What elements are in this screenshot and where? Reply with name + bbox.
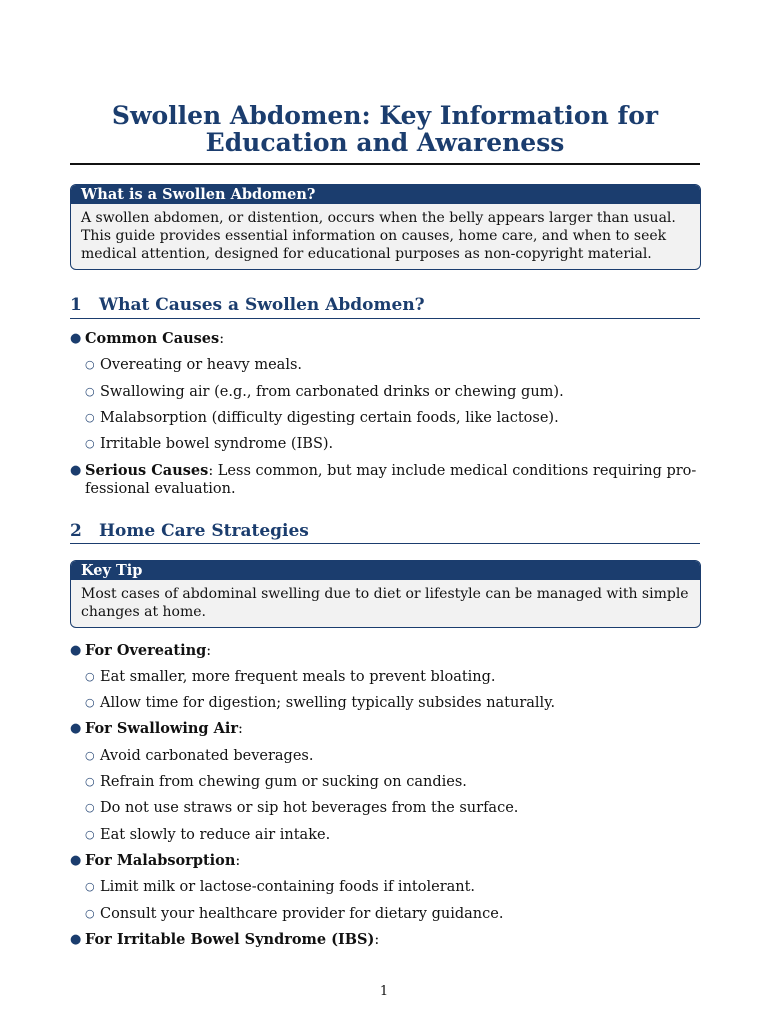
list-item-text: Overeating or heavy meals. <box>100 357 303 373</box>
item-text: fessional evaluation. <box>85 481 236 497</box>
item-colon: : <box>374 932 380 948</box>
list-item <box>85 878 700 896</box>
list-item-text: Irritable bowel syndrome (IBS). <box>100 436 334 452</box>
list-item <box>85 694 700 712</box>
list-item <box>85 409 700 427</box>
item-label: Serious Causes <box>85 462 209 479</box>
circle-bullet-icon: ○ <box>85 437 95 450</box>
list-item <box>85 668 700 686</box>
list-item-overeating <box>70 642 700 660</box>
item-colon: : <box>238 721 243 737</box>
list-item-malabsorption <box>70 852 700 870</box>
bullet-icon: ● <box>70 643 82 658</box>
list-item-text: Do not use straws or sip hot beverages from the surface. <box>100 800 519 816</box>
circle-bullet-icon: ○ <box>85 828 95 841</box>
item-text: : Less common, but may include medical conditions requiring pro- <box>208 463 697 479</box>
intro-box <box>70 184 701 270</box>
list-item-text: Limit milk or lactose-containing foods if intolerant. <box>100 879 476 895</box>
bullet-icon: ● <box>70 331 82 346</box>
key-tip-box <box>70 560 701 628</box>
item-colon: : <box>235 853 241 869</box>
key-tip-heading: Key Tip <box>71 561 700 580</box>
intro-box-heading: What is a Swollen Abdomen? <box>71 185 700 204</box>
list-item-text: Eat smaller, more frequent meals to prevent bloating. <box>100 669 496 685</box>
list-item <box>85 826 700 844</box>
section-2-title: Home Care Strategies <box>99 521 309 541</box>
item-label: For Swallowing Air <box>85 720 239 737</box>
list-item-text: Allow time for digestion; swelling typically subsides naturally. <box>100 695 556 711</box>
list-item-text: Malabsorption (difficulty digesting certain foods, like lactose). <box>100 410 559 426</box>
list-item-text: Avoid carbonated beverages. <box>100 748 314 764</box>
section-1-heading <box>70 295 700 315</box>
circle-bullet-icon: ○ <box>85 880 95 893</box>
section-2-heading <box>70 521 700 541</box>
item-label: For Overeating <box>85 642 207 659</box>
document-title <box>70 102 700 156</box>
page-number: 1 <box>379 984 389 999</box>
list-item <box>85 383 700 401</box>
circle-bullet-icon: ○ <box>85 385 95 398</box>
section-1-title: What Causes a Swollen Abdomen? <box>99 295 425 315</box>
list-item-common-causes <box>70 330 700 348</box>
circle-bullet-icon: ○ <box>85 907 95 920</box>
bullet-icon: ● <box>70 463 82 478</box>
section-2-rule <box>70 543 700 544</box>
key-tip-text: Most cases of abdominal swelling due to diet or lifestyle can be managed with simple changes at home. <box>81 586 689 620</box>
list-item-text: Swallowing air (e.g., from carbonated drinks or chewing gum). <box>100 384 564 400</box>
title-line-2: Education and Awareness <box>205 128 565 157</box>
list-item-serious-causes-cont <box>85 480 700 498</box>
intro-box-text: A swollen abdomen, or distention, occurs when the belly appears larger than usual. This guide provides essential information on causes, home care, and when to seek medical attention, designed for educational purposes as non-copyright material. <box>81 210 676 262</box>
bullet-icon: ● <box>70 932 82 947</box>
list-item-serious-causes <box>70 462 700 480</box>
circle-bullet-icon: ○ <box>85 358 95 371</box>
list-item-text: Refrain from chewing gum or sucking on candies. <box>100 774 467 790</box>
section-2-number: 2 <box>70 521 82 541</box>
title-line-1: Swollen Abdomen: Key Information for <box>111 101 659 130</box>
list-item <box>85 435 700 453</box>
list-item <box>85 773 700 791</box>
item-label: Common Causes <box>85 330 220 347</box>
circle-bullet-icon: ○ <box>85 411 95 424</box>
list-item-text: Eat slowly to reduce air intake. <box>100 827 331 843</box>
section-1-rule <box>70 318 700 319</box>
section-1-number: 1 <box>70 295 82 315</box>
bullet-icon: ● <box>70 721 82 736</box>
list-item-text: Consult your healthcare provider for dietary guidance. <box>100 906 504 922</box>
list-item <box>85 356 700 374</box>
circle-bullet-icon: ○ <box>85 670 95 683</box>
item-colon: : <box>219 331 225 347</box>
list-item-swallowing-air <box>70 720 700 738</box>
title-rule <box>70 163 700 165</box>
item-label: For Malabsorption <box>85 852 236 869</box>
bullet-icon: ● <box>70 853 82 868</box>
circle-bullet-icon: ○ <box>85 696 95 709</box>
list-item <box>85 747 700 765</box>
circle-bullet-icon: ○ <box>85 775 95 788</box>
list-item-ibs <box>70 931 700 949</box>
circle-bullet-icon: ○ <box>85 801 95 814</box>
list-item <box>85 799 700 817</box>
circle-bullet-icon: ○ <box>85 749 95 762</box>
item-colon: : <box>206 643 212 659</box>
list-item <box>85 905 700 923</box>
item-label: For Irritable Bowel Syndrome (IBS) <box>85 931 375 948</box>
